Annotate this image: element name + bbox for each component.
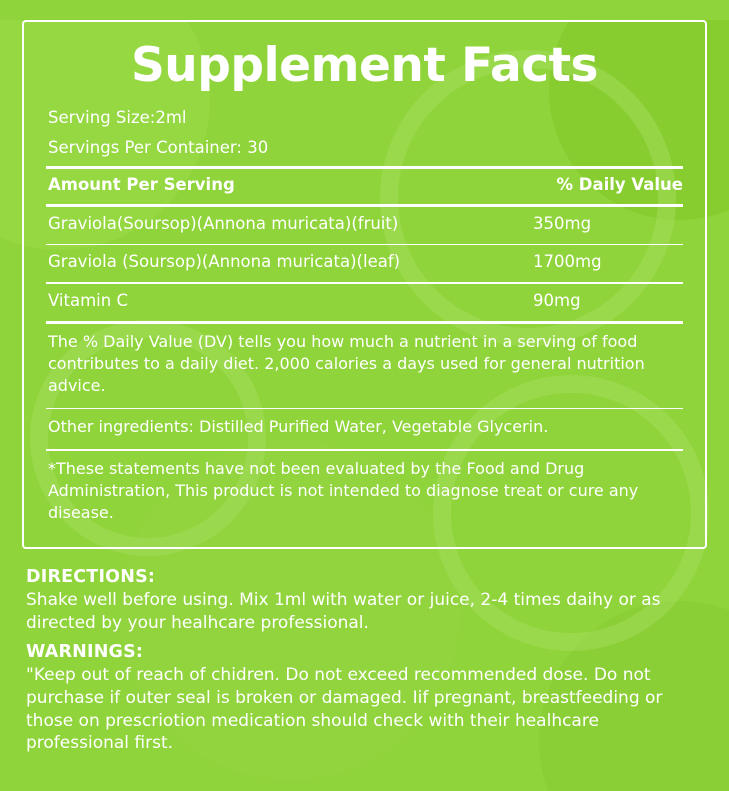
ingredient-name: Graviola (Soursop)(Annona muricata)(leaf)	[48, 252, 401, 272]
supplement-label	[0, 20, 729, 755]
page-title: Supplement Facts	[130, 38, 599, 93]
directions-text: Shake well before using. Mix 1ml with water or juice, 2-4 times daihy or as directed by your healhcare professional.	[26, 590, 661, 633]
daily-value-note: The % Daily Value (DV) tells you how much a nutrient in a serving of food contributes to a daily diet. 2,000 calories a days used for general nutrition advice.	[48, 331, 645, 395]
ingredient-name: Graviola(Soursop)(Annona muricata)(fruit)	[48, 213, 399, 233]
fda-disclaimer: *These statements have not been evaluated by the Food and Drug Administration, This product is not intended to diagnose treat or cure any disease.	[48, 458, 639, 522]
table-row	[46, 284, 683, 317]
table-row	[46, 207, 683, 240]
other-ingredients: Other ingredients: Distilled Purified Water, Vegetable Glycerin.	[48, 417, 549, 437]
table-header-row	[46, 169, 683, 200]
warnings-text: "Keep out of reach of chidren. Do not exceed recommended dose. Do not purchase if outer seal is broken or damaged. Iif pregnant, breastfeeding or those on prescriotion medication should check with their healhcare professional first.	[26, 665, 663, 754]
ingredient-amount: 90mg	[533, 290, 581, 310]
ingredient-amount: 350mg	[533, 213, 592, 233]
table-header-daily-value: % Daily Value	[556, 174, 683, 194]
serving-size: Serving Size:2ml	[48, 107, 187, 127]
ingredient-amount: 1700mg	[533, 252, 602, 272]
directions-heading: DIRECTIONS:	[26, 567, 156, 588]
table-row	[46, 245, 683, 278]
usage-section	[0, 549, 729, 755]
table-header-amount: Amount Per Serving	[48, 174, 235, 194]
servings-per-container: Servings Per Container: 30	[48, 137, 269, 157]
warnings-heading: WARNINGS:	[26, 642, 144, 663]
ingredient-name: Vitamin C	[48, 290, 128, 310]
supplement-facts-panel	[22, 20, 707, 549]
